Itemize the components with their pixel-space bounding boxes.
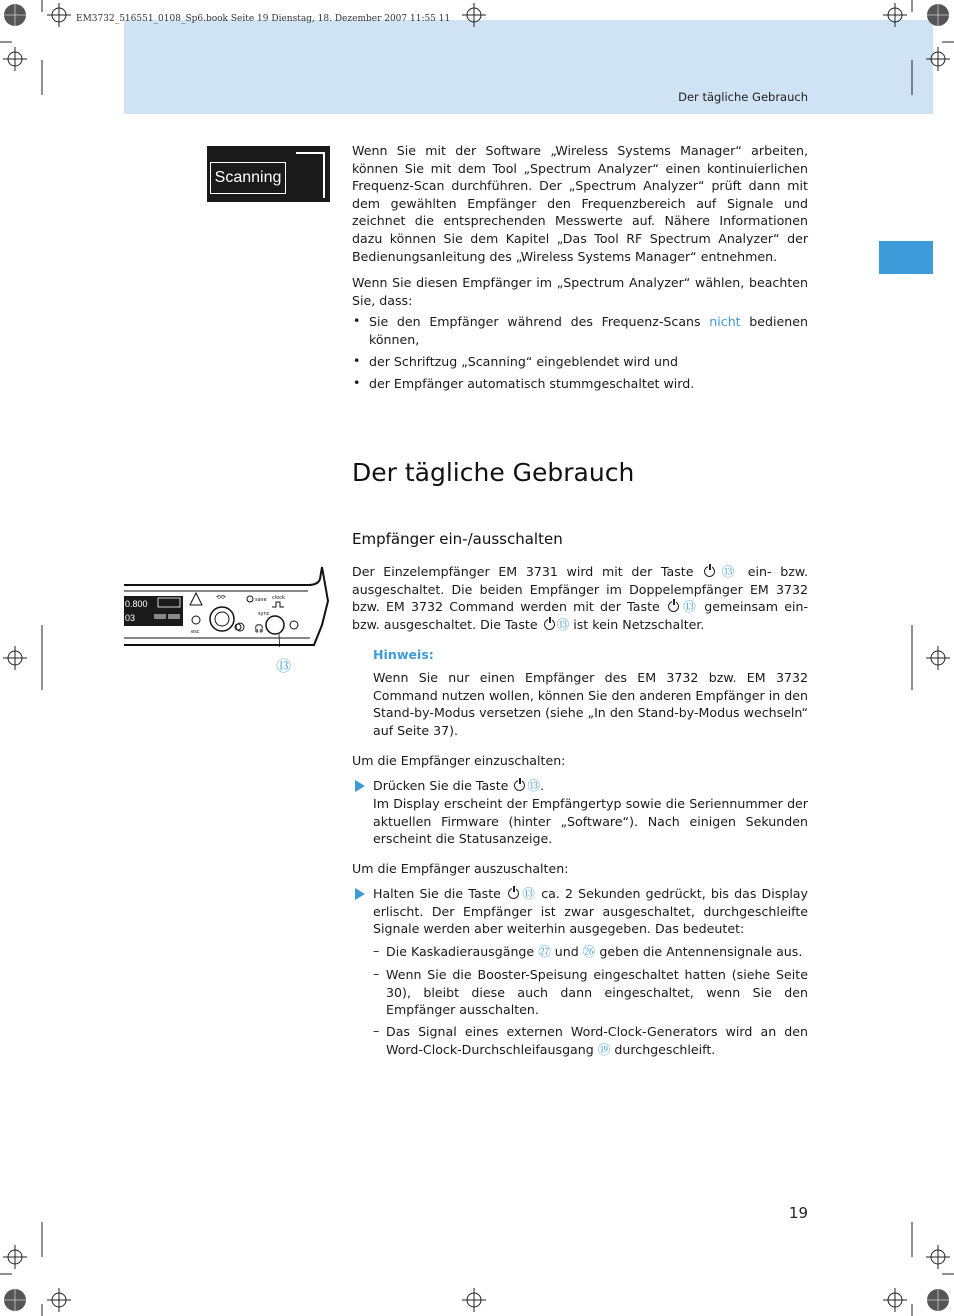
running-header: Der tägliche Gebrauch [678, 90, 808, 104]
print-slug: EM3732_516551_0108_Sp6.book Seite 19 Dienstag, 18. Dezember 2007 11:55 11 [76, 14, 451, 24]
dash-item-3: Das Signal eines externen Word-Clock-Generators wird an den Word-Clock-Durchschleifausgang ⑲ durchgeschleift. [386, 1024, 808, 1057]
intro-paragraph: Wenn Sie mit der Software „Wireless Systems Manager“ arbeiten, können Sie mit dem Tool „Spectrum Analyzer“ einen kontinuierlichen Frequenz-Scan durchführen. Der „Spectrum Analyzer“ prüft dann mit dem gewählten Empfänger den Frequenzbereich auf Signale und zeichnet die entsprechenden Messwerte auf. Nähere Informationen dazu können Sie dem Kapitel „Das Tool RF Spectrum Analyzer“ der Bedienungsanleitung des „Wireless Systems Manager“ entnehmen. [352, 143, 808, 264]
dash-item-2: Wenn Sie die Booster-Speisung eingeschaltet hatten (siehe Seite 30), bleibt diese auch dann eingeschaltet, wenn Sie den Empfänger ausschalten. [386, 967, 808, 1018]
power-icon [514, 780, 525, 791]
note-title: Hinweis: [373, 647, 434, 662]
ref-27: ㉗ [538, 944, 551, 959]
bullet-item-2: der Schriftzug „Scanning“ eingeblendet wird und [369, 354, 678, 369]
save-label: save [255, 597, 267, 603]
switch-on-result: Im Display erscheint der Empfängertyp sowie die Seriennummer der aktuellen Firmware (hinter „Software“). Nach einigen Sekunden erscheint die Statusanzeige. [373, 796, 808, 847]
power-icon [668, 601, 679, 612]
esc-label: esc [191, 629, 200, 635]
dash-marker: – [373, 943, 380, 958]
analyzer-paragraph: Wenn Sie diesen Empfänger im „Spectrum Analyzer“ wählen, beachten Sie, dass: [352, 275, 808, 308]
dash-marker: – [373, 966, 380, 981]
switch-on-step: Drücken Sie die Taste ⑬. [373, 778, 545, 793]
bullet-item-1: Sie den Empfänger während des Frequenz-Scans nicht bedienen können, [369, 314, 809, 347]
dash-marker: – [373, 1023, 380, 1038]
sync-label: sync [258, 611, 270, 617]
ref-13: ⑬ [680, 599, 698, 615]
warning-icon [190, 593, 202, 605]
subsection-heading: Empfänger ein-/ausschalten [352, 530, 563, 548]
display-frequency: 0.800 [125, 599, 148, 609]
scanning-label: Scanning [210, 162, 286, 194]
esc-button [192, 616, 200, 624]
clock-label: clock [272, 595, 285, 601]
switch-on-intro: Um die Empfänger einzuschalten: [352, 753, 566, 768]
svg-text:⟲⟳: ⟲⟳ [216, 594, 227, 601]
power-icon [544, 619, 555, 630]
power-icon [704, 566, 715, 577]
section-heading: Der tägliche Gebrauch [352, 458, 635, 487]
ref-19: ⑲ [597, 1041, 611, 1057]
ref-13: ⑬ [527, 778, 541, 793]
power-paragraph: Der Einzelempfänger EM 3731 wird mit der Taste ⑬ ein- bzw. ausgeschaltet. Die beiden Empfänger im Doppelempfänger EM 3732 bzw. EM 3732 Command werden mit der Taste ⑬ gemeinsam ein- bzw. ausgeschaltet. Die Taste ⑬ ist kein Netzschalter. [352, 564, 808, 632]
dash-item-1: Die Kaskadierausgänge ㉗ und ㉖ geben die Antennensignale aus. [386, 944, 803, 959]
ref-13: ⑬ [556, 616, 570, 632]
step-arrow-icon [355, 780, 365, 792]
bullet-item-3: der Empfänger automatisch stummgeschaltet wird. [369, 376, 695, 391]
ref-26: ㉖ [582, 944, 596, 959]
note-text: Wenn Sie nur einen Empfänger des EM 3732 bzw. EM 3732 Command nutzen wollen, können Sie den anderen Empfänger in den Stand-by-Modus versetzen (siehe „In den Stand-by-Modus wechseln“ auf Seite 37). [373, 670, 808, 738]
receiver-front-panel [124, 565, 330, 647]
page-number: 19 [788, 1204, 808, 1222]
power-button [290, 621, 298, 629]
step-arrow-icon [355, 888, 365, 900]
switch-off-step: Halten Sie die Taste ⑬ ca. 2 Sekunden gedrückt, bis das Display erlischt. Der Empfänger ist zwar ausgeschaltet, durchgeschleifte Signale werden aber weiterhin ausgegeben. Das bedeutet: [373, 886, 808, 937]
bullet-dot: • [353, 353, 361, 368]
headphone-volume-knob [266, 616, 284, 634]
scanning-frame-corner [296, 152, 325, 198]
ref-13: ⑬ [717, 564, 740, 579]
power-icon [508, 888, 519, 899]
callout-13: ⑬ [276, 657, 292, 675]
jog-wheel [210, 607, 234, 631]
headphone-icon: 🎧 [254, 624, 264, 633]
switch-off-intro: Um die Empfänger auszuschalten: [352, 861, 569, 876]
emphasis-nicht: nicht [709, 314, 741, 329]
display-channel: 03 [125, 613, 136, 623]
bullet-dot: • [353, 313, 361, 328]
bullet-dot: • [353, 375, 361, 390]
ref-13: ⑬ [521, 886, 537, 901]
